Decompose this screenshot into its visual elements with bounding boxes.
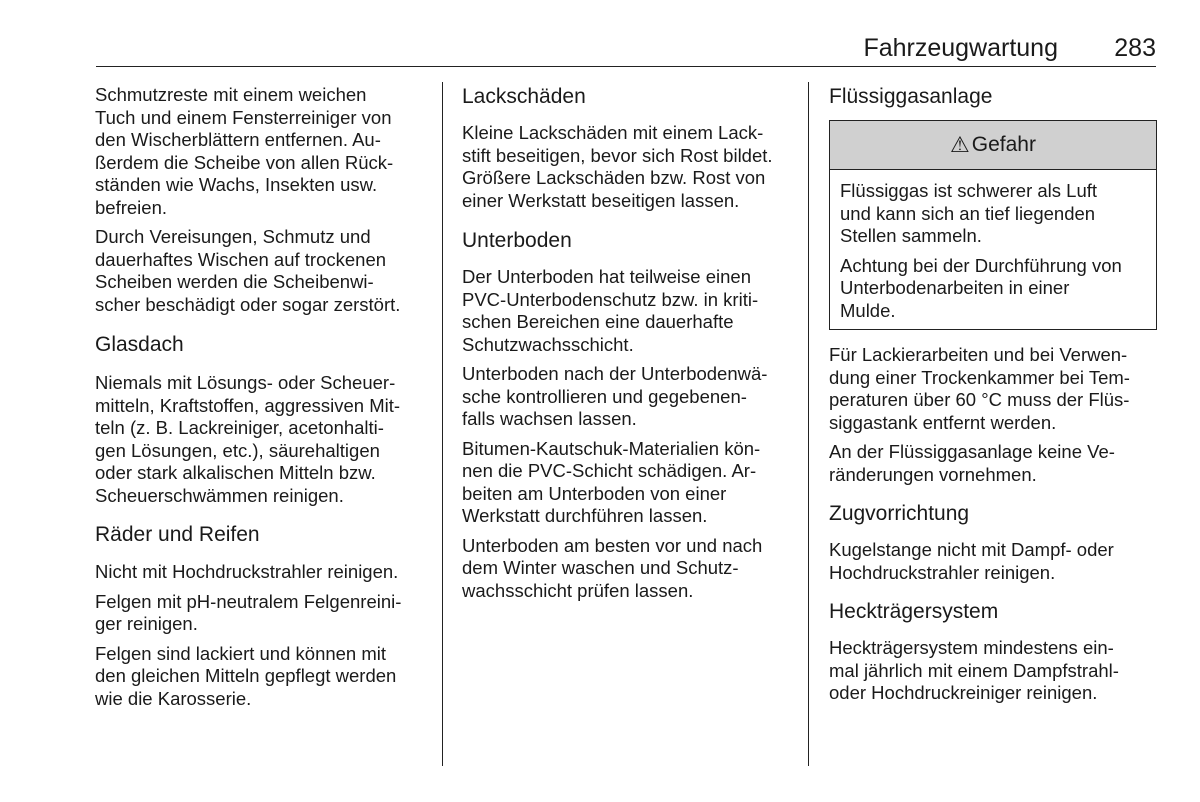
- paragraph: Niemals mit Lösungs- oder Scheuer- mitteln, Kraftstoffen, aggressiven Mit- teln (z. B. Lackreiniger, acetonhalti- gen Lösungen, etc.), säurehaltigen oder stark alkalischen Mitteln bzw. Scheuerschwämmen reinigen.: [95, 372, 401, 506]
- section-heading-heckträgersystem: Heckträgersystem: [829, 600, 999, 623]
- paragraph: Schmutzreste mit einem weichen Tuch und einem Fensterreiniger von den Wischerblättern entfernen. Au- ßerdem die Scheibe von allen Rück- ständen wie Wachs, Insekten usw. befreien.: [95, 84, 394, 218]
- section-heading-unterboden: Unterboden: [462, 229, 572, 252]
- paragraph: Durch Vereisungen, Schmutz und dauerhaftes Wischen auf trockenen Scheiben werden die Scheibenwi- scher beschädigt oder sogar zerstört.: [95, 226, 401, 315]
- paragraph: Bitumen-Kautschuk-Materialien kön- nen die PVC-Schicht schädigen. Ar- beiten am Unterboden von einer Werkstatt durchführen lassen.: [462, 437, 761, 526]
- paragraph: Felgen sind lackiert und können mit den gleichen Mitteln gepflegt werden wie die Karosserie.: [95, 642, 397, 709]
- paragraph: Kleine Lackschäden mit einem Lack- stift beseitigen, bevor sich Rost bildet. Größere Lackschäden bzw. Rost von einer Werkstatt beseitigen lassen.: [462, 122, 773, 211]
- warning-text: Flüssiggas ist schwerer als Luft und kann sich an tief liegenden Stellen sammeln.: [840, 180, 1098, 246]
- warning-body: [830, 170, 1156, 329]
- paragraph: Unterboden am besten vor und nach dem Winter waschen und Schutz- wachsschicht prüfen lassen.: [462, 534, 763, 601]
- page-number: 283: [1114, 34, 1156, 62]
- paragraph: Unterboden nach der Unterbodenwä- sche kontrollieren und gegebenen- falls wachsen lassen.: [462, 363, 768, 429]
- paragraph: Kugelstange nicht mit Dampf- oder Hochdruckstrahler reinigen.: [829, 539, 1114, 583]
- section-heading-lackschaeden: Lackschäden: [462, 85, 586, 108]
- paragraph: Der Unterboden hat teilweise einen PVC-Unterbodenschutz bzw. in kriti- schen Bereichen eine dauerhafte Schutzwachsschicht.: [462, 266, 759, 355]
- column-3: [829, 84, 1157, 705]
- paragraph: Nicht mit Hochdruckstrahler reinigen.: [95, 561, 399, 582]
- section-heading-zugvorrichtung: Zugvorrichtung: [829, 502, 970, 525]
- column-2: [462, 84, 792, 602]
- paragraph: Heckträgersystem mindestens ein- mal jährlich mit einem Dampfstrahl- oder Hochdruckreiniger reinigen.: [829, 637, 1119, 703]
- warning-box: [829, 120, 1157, 330]
- column-divider-1: [442, 82, 443, 766]
- warning-title: Gefahr: [971, 133, 1036, 156]
- section-heading-fluessiggasanlage: Flüssiggasanlage: [829, 85, 993, 108]
- column-divider-2: [808, 82, 809, 766]
- paragraph: An der Flüssiggasanlage keine Ve- ränderungen vornehmen.: [829, 441, 1115, 485]
- section-heading-raeder-und-reifen: Räder und Reifen: [95, 523, 260, 546]
- page-title: Fahrzeugwartung: [863, 34, 1058, 62]
- paragraph: Für Lackierarbeiten und bei Verwen- dung einer Trockenkammer bei Tem- peraturen über 60 °C muss der Flüs- siggastank entfernt werden.: [829, 344, 1130, 433]
- page-header: [96, 30, 1156, 67]
- warning-text: Achtung bei der Durchführung von Unterbodenarbeiten in einer Mulde.: [840, 254, 1122, 321]
- section-heading-glasdach: Glasdach: [95, 333, 184, 356]
- warning-header: [830, 121, 1156, 170]
- warning-triangle-icon: ⚠: [950, 132, 970, 157]
- paragraph: Felgen mit pH-neutralem Felgenreini- ger reinigen.: [95, 590, 402, 634]
- column-1: [95, 84, 425, 710]
